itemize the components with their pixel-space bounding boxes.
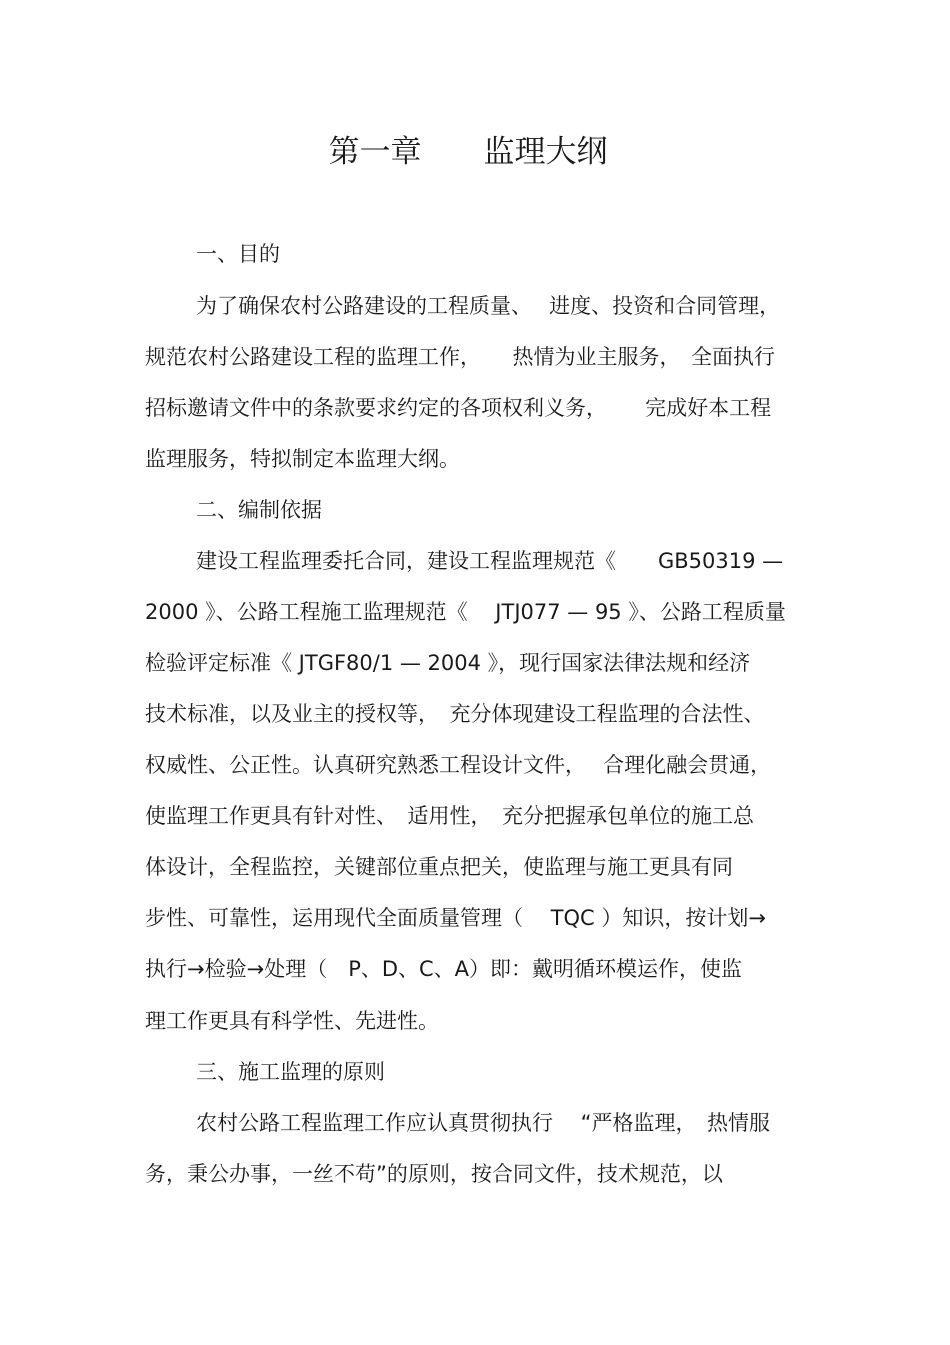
paragraph-line: 监理服务，特拟制定本监理大纲。 — [145, 447, 460, 471]
paragraph-line: 务，秉公办事，一丝不苟”的原则，按合同文件，技术规范，以 — [145, 1162, 723, 1186]
paragraph-line: 规范农村公路建设工程的监理工作， 热情为业主服务， 全面执行 — [145, 345, 775, 369]
section-heading-principles: 三、施工监理的原则 — [196, 1060, 385, 1084]
paragraph-line: 农村公路工程监理工作应认真贯彻执行 “严格监理， 热情服 — [196, 1111, 771, 1135]
paragraph-line: 权威性、公正性。认真研究熟悉工程设计文件， 合理化融会贯通， — [145, 753, 772, 777]
paragraph-line: 2000 》、公路工程施工监理规范《 JTJ077 — 95 》、公路工程质量 — [145, 600, 786, 624]
paragraph-line: 为了确保农村公路建设的工程质量、 进度、投资和合同管理， — [196, 294, 781, 318]
paragraph-line: 体设计，全程监控，关键部位重点把关，使监理与施工更具有同 — [145, 855, 733, 879]
paragraph-line: 建设工程监理委托合同，建设工程监理规范《 GB50319 — — [196, 549, 784, 573]
section-heading-basis: 二、编制依据 — [196, 498, 322, 522]
paragraph-line: 理工作更具有科学性、先进性。 — [145, 1009, 439, 1033]
section-heading-purpose: 一、目的 — [196, 242, 280, 266]
paragraph-line: 执行→检验→处理（ P、D、C、A）即：戴明循环模运作，使监 — [145, 957, 743, 981]
paragraph-line: 步性、可靠性，运用现代全面质量管理（ TQC ）知识，按计划→ — [145, 906, 766, 930]
paragraph-line: 招标邀请文件中的条款要求约定的各项权利义务， 完成好本工程 — [145, 396, 772, 420]
paragraph-line: 技术标准，以及业主的授权等， 充分体现建设工程监理的合法性、 — [145, 702, 765, 726]
paragraph-line: 使监理工作更具有针对性、 适用性， 充分把握承包单位的施工总 — [145, 804, 754, 828]
paragraph-line: 检验评定标准《 JTGF80/1 — 2004 》，现行国家法律法规和经济 — [145, 651, 751, 675]
chapter-title: 第一章 监理大纲 — [328, 134, 608, 170]
